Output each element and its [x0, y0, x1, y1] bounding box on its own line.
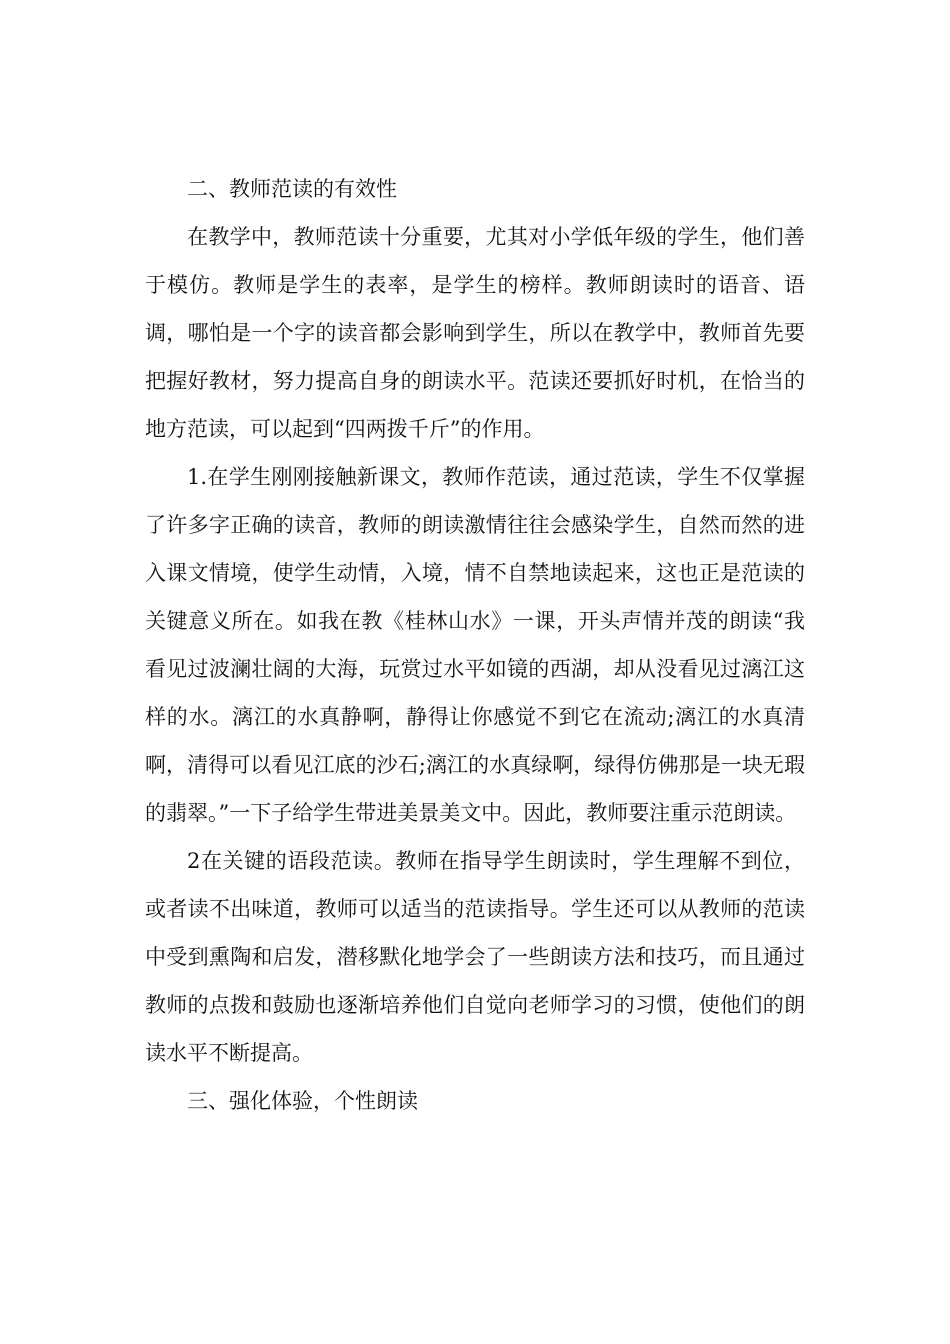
paragraph: 2在关键的语段范读。教师在指导学生朗读时，学生理解不到位，或者读不出味道，教师可以适当的范读指导。学生还可以从教师的范读中受到熏陶和启发，潜移默化地学会了一些朗读方法和技巧，而且通过教师的点拨和鼓励也逐渐培养他们自觉向老师学习的习惯，使他们的朗读水平不断提高。 — [145, 849, 805, 1065]
section-heading-2: 二、教师范读的有效性 — [187, 177, 397, 201]
document-body — [145, 165, 805, 1125]
paragraph: 1.在学生刚刚接触新课文，教师作范读，通过范读，学生不仅掌握了许多字正确的读音，教师的朗读激情往往会感染学生，自然而然的进入课文情境，使学生动情，入境，情不自禁地读起来，这也正是范读的关键意义所在。如我在教《桂林山水》一课，开头声情并茂的朗读“我看见过波澜壮阔的大海，玩赏过水平如镜的西湖，却从没看见过漓江这样的水。漓江的水真静啊，静得让你感觉不到它在流动;漓江的水真清啊，清得可以看见江底的沙石;漓江的水真绿啊，绿得仿佛那是一块无瑕的翡翠。”一下子给学生带进美景美文中。因此，教师要注重示范朗读。 — [145, 465, 805, 825]
paragraph: 在教学中，教师范读十分重要，尤其对小学低年级的学生，他们善于模仿。教师是学生的表率，是学生的榜样。教师朗读时的语音、语调，哪怕是一个字的读音都会影响到学生，所以在教学中，教师首先要把握好教材，努力提高自身的朗读水平。范读还要抓好时机，在恰当的地方范读，可以起到“四两拨千斤”的作用。 — [145, 225, 805, 441]
section-heading-3: 三、强化体验，个性朗读 — [187, 1089, 418, 1113]
